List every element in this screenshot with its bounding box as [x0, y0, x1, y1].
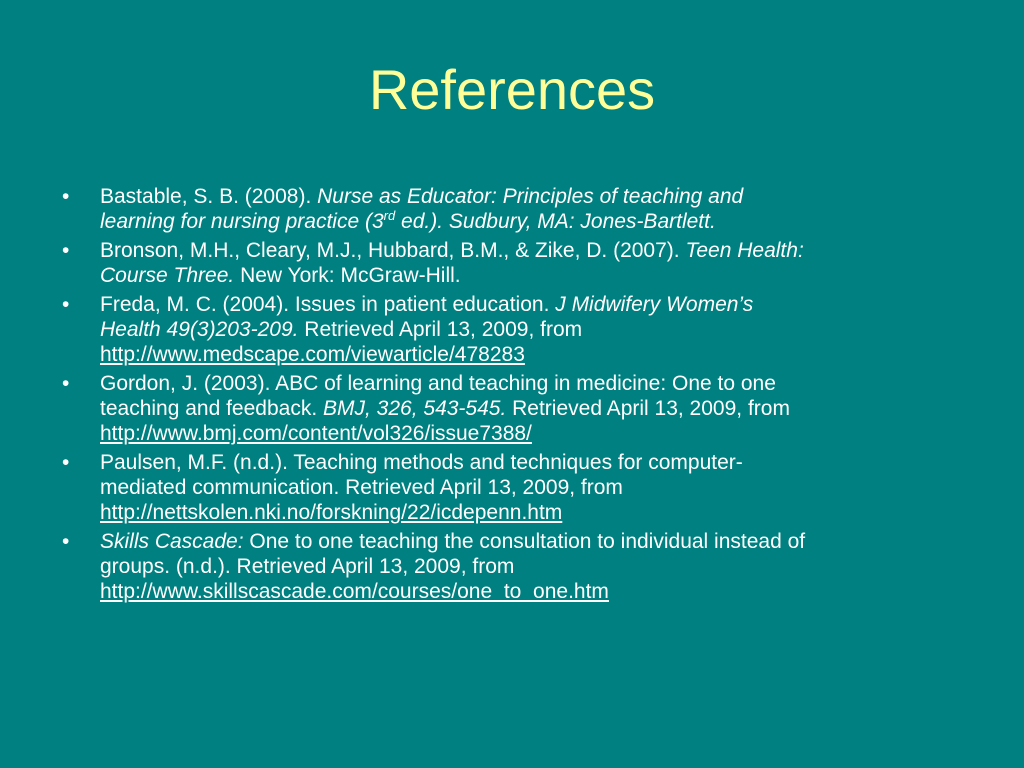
reference-line [100, 184, 968, 209]
reference-text: Freda, M. C. (2004). Issues in patient education. [100, 293, 556, 316]
reference-text: groups. (n.d.). Retrieved April 13, 2009, from [100, 555, 515, 578]
reference-line [100, 450, 968, 475]
bullet-icon: • [62, 451, 70, 474]
reference-text: New York: McGraw-Hill. [234, 264, 461, 287]
reference-line [100, 396, 968, 421]
reference-line [100, 579, 968, 604]
reference-title: Health 49(3)203-209. [100, 318, 299, 341]
reference-title: learning for nursing practice (3 [100, 210, 384, 233]
bullet-icon: • [62, 239, 70, 262]
reference-text: Gordon, J. (2003). ABC of learning and teaching in medicine: One to one [100, 372, 776, 395]
reference-text: Retrieved April 13, 2009, from [298, 318, 583, 341]
reference-text: Bronson, M.H., Cleary, M.J., Hubbard, B.M., & Zike, D. (2007). [100, 239, 686, 262]
reference-text: Retrieved April 13, 2009, from [506, 397, 790, 420]
reference-title: Skills Cascade: [100, 530, 244, 553]
reference-line [100, 371, 968, 396]
page-title: References [368, 58, 656, 121]
bullet-icon: • [62, 185, 70, 208]
bullet-icon: • [62, 530, 70, 553]
reference-line [100, 292, 968, 317]
reference-link[interactable]: http://nettskolen.nki.no/forskning/22/icdepenn.htm [100, 501, 563, 524]
reference-line [100, 421, 968, 446]
reference-link[interactable]: http://www.bmj.com/content/vol326/issue7388/ [100, 422, 532, 445]
reference-text: One to one teaching the consultation to individual instead of [243, 530, 806, 553]
bullet-icon: • [62, 372, 70, 395]
reference-item-bastable [58, 184, 968, 234]
reference-title: J Midwifery Women’s [555, 293, 754, 316]
reference-title: Nurse as Educator: Principles of teaching and [317, 185, 744, 208]
reference-title: Course Three. [100, 264, 235, 287]
reference-item-gordon [58, 371, 968, 446]
reference-line [100, 263, 968, 288]
reference-line [100, 342, 968, 367]
reference-text: Bastable, S. B. (2008). [100, 185, 318, 208]
reference-link[interactable]: http://www.skillscascade.com/courses/one_to_one.htm [100, 580, 609, 603]
references-list [58, 184, 968, 608]
reference-title: BMJ, 326, 543-545. [323, 397, 507, 420]
reference-title: Teen Health: [685, 239, 804, 262]
reference-text: mediated communication. Retrieved April 13, 2009, from [100, 476, 623, 499]
reference-line [100, 209, 968, 234]
bullet-icon: • [62, 293, 70, 316]
reference-link[interactable]: http://www.medscape.com/viewarticle/478283 [100, 343, 525, 366]
reference-text: Paulsen, M.F. (n.d.). Teaching methods and techniques for computer- [100, 451, 743, 474]
reference-item-freda [58, 292, 968, 367]
reference-item-bronson [58, 238, 968, 288]
reference-item-skills-cascade [58, 529, 968, 604]
reference-line [100, 317, 968, 342]
reference-item-paulsen [58, 450, 968, 525]
reference-line [100, 475, 968, 500]
reference-line [100, 500, 968, 525]
reference-line [100, 529, 968, 554]
reference-text: teaching and feedback. [100, 397, 324, 420]
reference-line [100, 554, 968, 579]
reference-line [100, 238, 968, 263]
reference-title: ed.). Sudbury, MA: Jones-Bartlett. [395, 210, 716, 233]
reference-superscript: rd [383, 208, 396, 223]
